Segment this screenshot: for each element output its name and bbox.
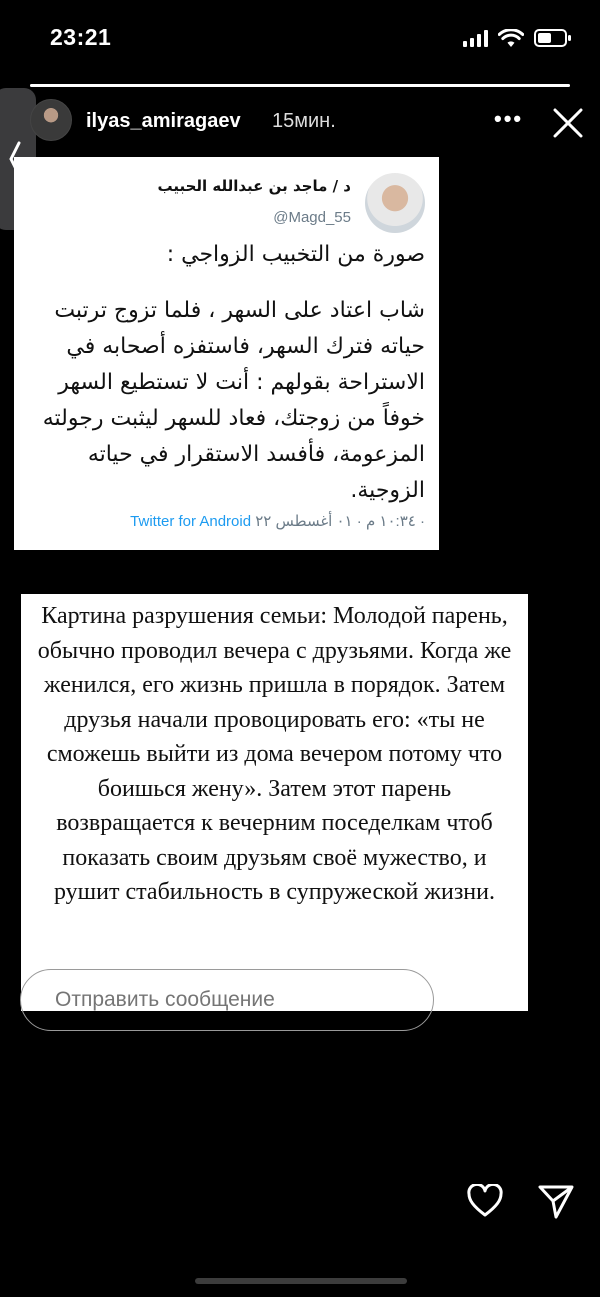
reply-bar[interactable] xyxy=(20,969,434,1031)
status-bar xyxy=(0,0,600,80)
story-header xyxy=(0,96,600,156)
battery-icon xyxy=(534,28,572,48)
message-input[interactable] xyxy=(53,987,417,1013)
story-progress-fill xyxy=(30,84,570,87)
status-icons xyxy=(463,28,572,48)
tweet-timestamp: ١٠:٣٤ م · ٠١ أغسطس ٢٢ · xyxy=(255,513,425,530)
avatar[interactable] xyxy=(30,99,72,141)
tweet-handle: @Magd_55 xyxy=(273,209,351,226)
tweet-source: Twitter for Android xyxy=(130,513,252,530)
translation-card: Картина разрушения семьи: Молодой парень, обычно проводил вечера с друзьями. Когда же женился, его жизнь пришла в порядок. Затем друзья начали провоцировать его: «ты не сможешь выйти из дома вечером потому что боишься жену». Затем этот парень возвращается к вечерним поседелкам чтоб показать своим друзьям своё мужество, и рушит стабильность в супружеской жизни. xyxy=(21,594,528,1011)
signal-icon xyxy=(463,29,488,47)
tweet-footer xyxy=(130,512,425,530)
tweet-title: صورة من التخبيب الزواجي : xyxy=(166,242,425,267)
tweet-text: شاب اعتاد على السهر ، فلما تزوج ترتبت حياته فترك السهر، فاستفزه أصحابه في الاستراحة بقولهم : أنت لا تستطيع السهر خوفاً من زوجتك، فعاد للسهر ليثبت رجولته المزعومة، فأفسد الاستقرار في حياته الزوجية. xyxy=(42,298,425,503)
home-indicator xyxy=(195,1278,407,1284)
status-time: 23:21 xyxy=(50,24,112,50)
post-time: 15мин. xyxy=(272,110,336,132)
tweet-body xyxy=(25,237,425,529)
username[interactable]: ilyas_amiragaev xyxy=(86,110,241,132)
tweet-author-name: د / ماجد بن عبدالله الحبيب xyxy=(157,177,351,195)
story-progress xyxy=(30,84,570,87)
tweet-card xyxy=(14,157,439,550)
more-options-button[interactable]: ••• xyxy=(494,106,524,131)
send-icon[interactable] xyxy=(537,1182,575,1220)
tweet-avatar xyxy=(365,173,425,233)
heart-icon[interactable] xyxy=(467,1184,503,1218)
close-icon[interactable] xyxy=(551,106,585,140)
wifi-icon xyxy=(498,29,524,48)
